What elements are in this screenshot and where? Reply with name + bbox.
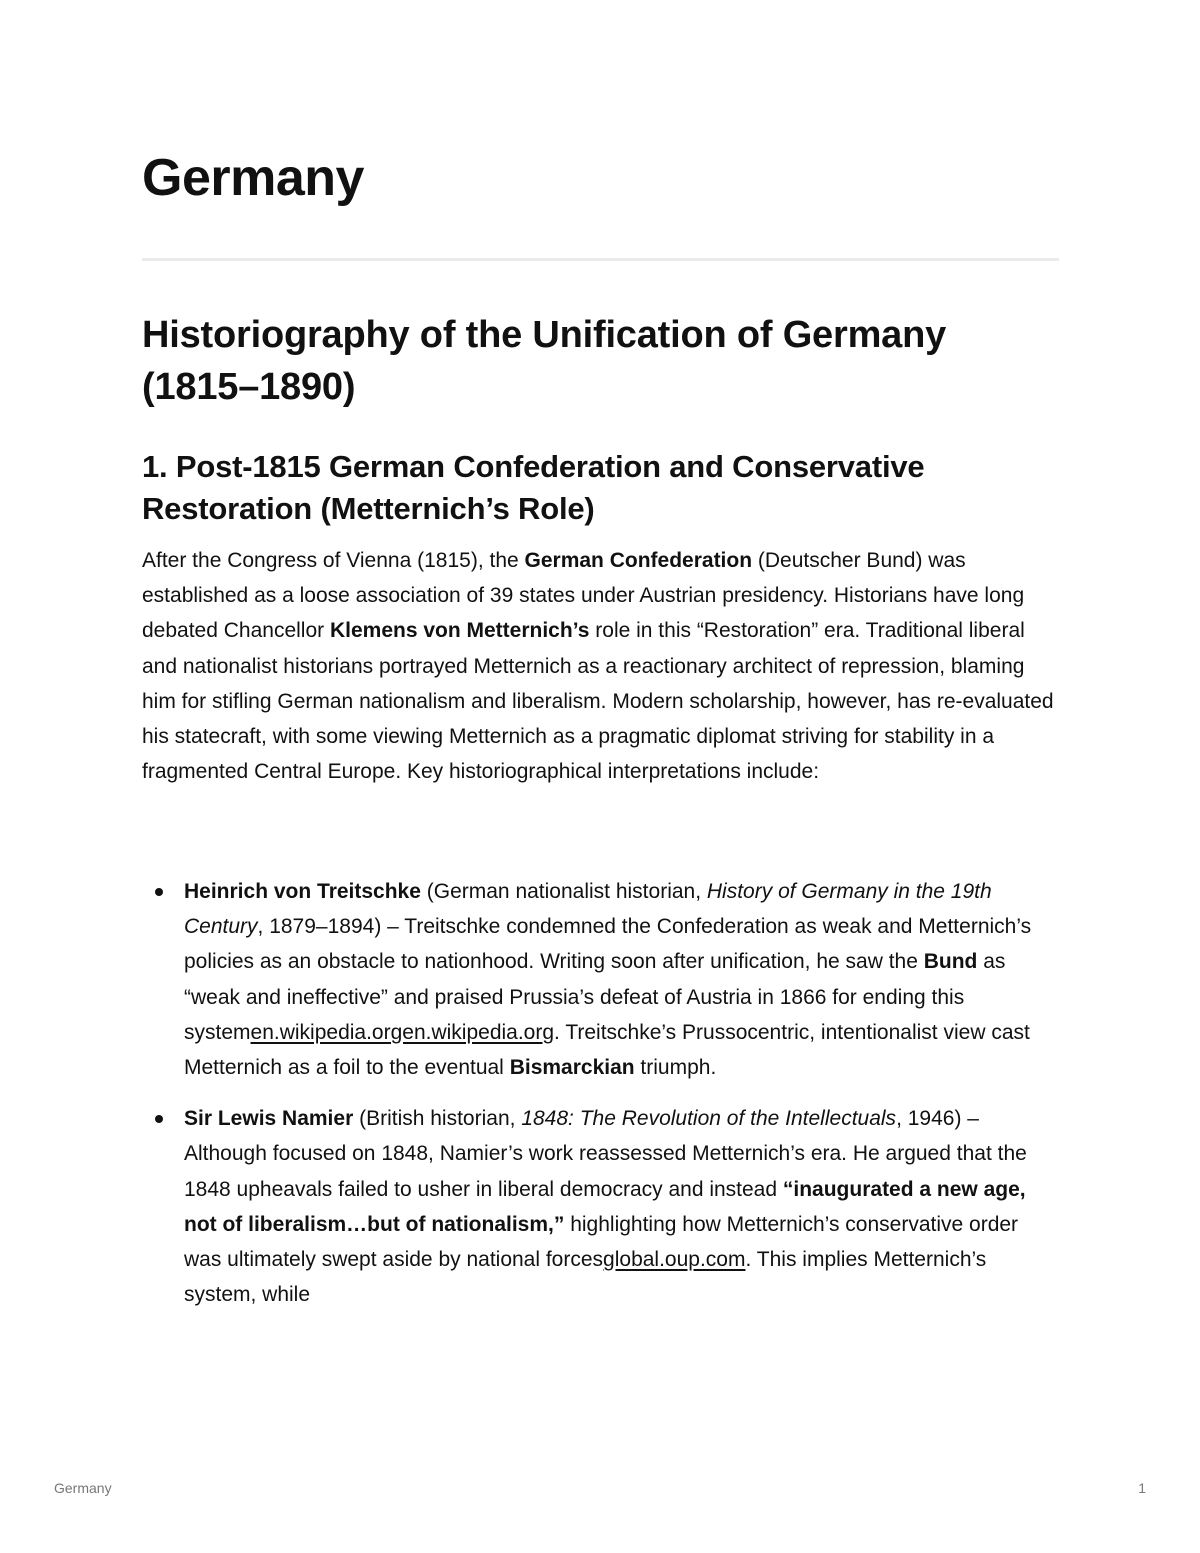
section-heading: 1. Post-1815 German Confederation and Conservative Restoration (Metternich’s Role) [142,449,925,526]
intro-bold-confederation: German Confederation [524,549,753,572]
page-title: Germany [142,149,364,207]
bullet-icon [155,888,163,896]
article-heading: Historiography of the Unification of Germany (1815–1890) [142,314,947,408]
list-text: highlighting how Metternich’s conservative order was ultimately swept aside by national forces [184,1212,1019,1272]
source-link[interactable]: global.oup.com [603,1248,746,1272]
list-text: as “weak and ineffective” and praised Prussia’s defeat of Austria in 1866 for ending this system [184,950,1006,1044]
footer-doc-name: Germany [54,1480,112,1496]
source-link[interactable]: en.wikipedia.orgen.wikipedia.org [250,1020,555,1044]
list-item-namier [142,1101,1059,1312]
work-title: History of Germany in the 19th Century [184,880,992,939]
list-text: . This implies Metternich’s system, while [184,1248,987,1307]
historian-name: Sir Lewis Namier [184,1107,354,1131]
intro-bold-metternich: Klemens von Metternich’s [329,619,590,643]
list-text: (British historian, [353,1107,522,1131]
list-text: triumph. [634,1056,717,1080]
list-item-treitschke [142,874,1059,1085]
title-divider [142,258,1059,261]
interpretations-list [142,874,1059,1328]
historian-name: Heinrich von Treitschke [184,880,421,903]
intro-text-3: role in this “Restoration” era. Traditional liberal and nationalist historians portrayed Metternich as a reactionary architect of repression, blaming him for stifling German nationalism and liberalism. Modern scholarship, however, has re-evaluated his statecraft, with some viewing Metternich as a pragmatic diplomat striving for stability in a fragmented Central Europe. Key historiographical interpretations include: [142,619,1054,784]
intro-text-1: After the Congress of Vienna (1815), the [142,549,525,572]
list-text: , 1946) – Although focused on 1848, Namier’s work reassessed Metternich’s era. He argued that the 1848 upheavals failed to usher in liberal democracy and instead [184,1107,1027,1201]
list-text: . Treitschke’s Prussocentric, intentionalist view cast Metternich as a foil to the eventual [184,1020,1030,1080]
bullet-icon [155,1115,163,1123]
bold-quote: “inaugurated a new age, not of liberalism…but of nationalism,” [184,1177,1026,1236]
intro-text-2: (Deutscher Bund) was established as a loose association of 39 states under Austrian presidency. Historians have long debated Chancellor [142,549,1025,643]
bold-term-bund: Bund [923,950,978,974]
bold-term-bismarckian: Bismarckian [509,1056,635,1080]
work-title: 1848: The Revolution of the Intellectuals [521,1107,897,1131]
intro-paragraph [142,543,1059,789]
list-text: (German nationalist historian, [420,880,707,903]
footer-page-number: 1 [1138,1480,1146,1496]
list-text: , 1879–1894) – Treitschke condemned the Confederation as weak and Metternich’s policies as an obstacle to nationhood. Writing soon after unification, he saw the [184,915,1032,974]
